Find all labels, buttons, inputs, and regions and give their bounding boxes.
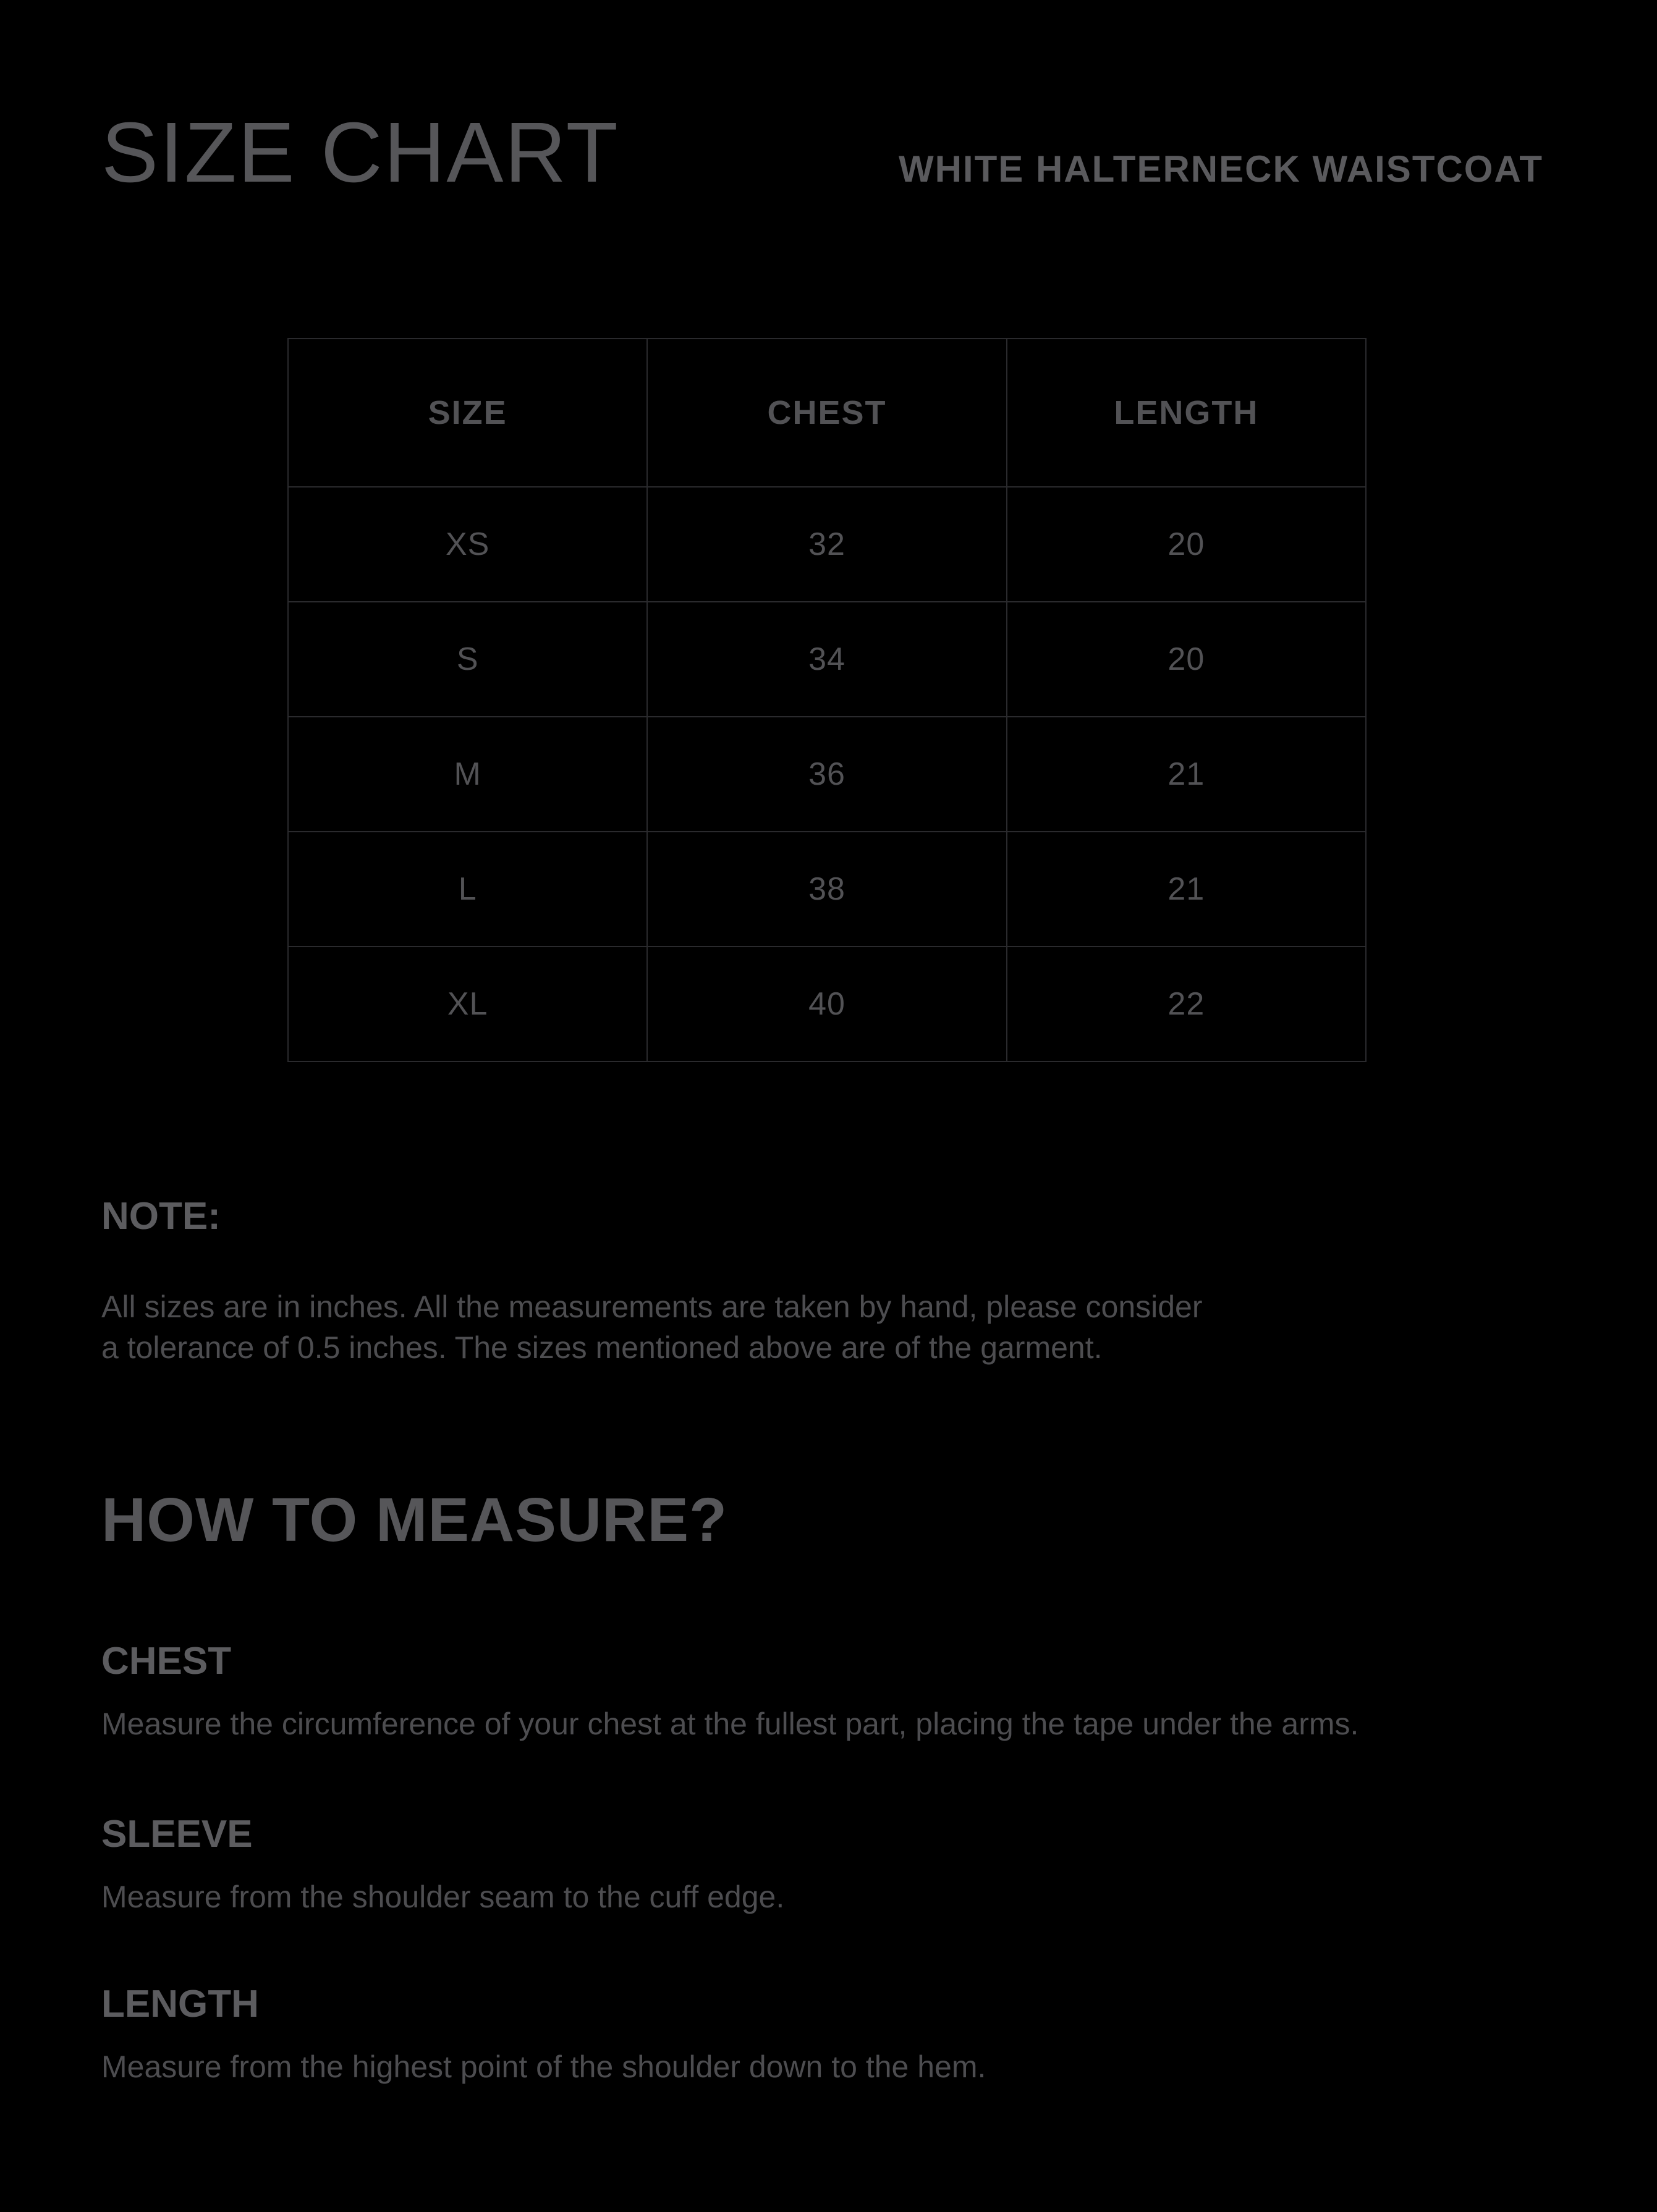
chest-cell: 34: [647, 602, 1006, 717]
note-line: All sizes are in inches. All the measurements are taken by hand, please consider: [101, 1290, 1203, 1324]
length-cell: 21: [1007, 717, 1366, 832]
column-header-length: LENGTH: [1007, 339, 1366, 487]
chest-cell: 32: [647, 487, 1006, 602]
table-row: [288, 602, 1366, 717]
note-body: [101, 1286, 1203, 1368]
measure-label-chest: CHEST: [101, 1640, 232, 1682]
table-header-row: [288, 339, 1366, 487]
how-to-measure-heading: HOW TO MEASURE?: [101, 1485, 728, 1555]
measure-label-length: LENGTH: [101, 1983, 259, 2025]
table-row: [288, 832, 1366, 947]
size-cell: M: [288, 717, 647, 832]
measure-desc-sleeve: Measure from the shoulder seam to the cuff edge.: [101, 1880, 785, 1914]
size-cell: S: [288, 602, 647, 717]
size-cell: XS: [288, 487, 647, 602]
length-cell: 22: [1007, 947, 1366, 1062]
size-cell: XL: [288, 947, 647, 1062]
column-header-size: SIZE: [288, 339, 647, 487]
page-title: SIZE CHART: [101, 105, 619, 200]
size-cell: L: [288, 832, 647, 947]
product-name: WHITE HALTERNECK WAISTCOAT: [898, 148, 1543, 190]
length-cell: 20: [1007, 602, 1366, 717]
measure-desc-chest: Measure the circumference of your chest at the fullest part, placing the tape under the arms.: [101, 1707, 1359, 1741]
size-table: [287, 338, 1367, 1062]
length-cell: 21: [1007, 832, 1366, 947]
chest-cell: 40: [647, 947, 1006, 1062]
note-heading: NOTE:: [101, 1195, 221, 1238]
measure-label-sleeve: SLEEVE: [101, 1813, 253, 1855]
chest-cell: 36: [647, 717, 1006, 832]
note-line: a tolerance of 0.5 inches. The sizes mentioned above are of the garment.: [101, 1330, 1103, 1365]
table-row: [288, 717, 1366, 832]
column-header-chest: CHEST: [647, 339, 1006, 487]
table-row: [288, 947, 1366, 1062]
length-cell: 20: [1007, 487, 1366, 602]
measure-desc-length: Measure from the highest point of the shoulder down to the hem.: [101, 2049, 986, 2084]
table-row: [288, 487, 1366, 602]
chest-cell: 38: [647, 832, 1006, 947]
